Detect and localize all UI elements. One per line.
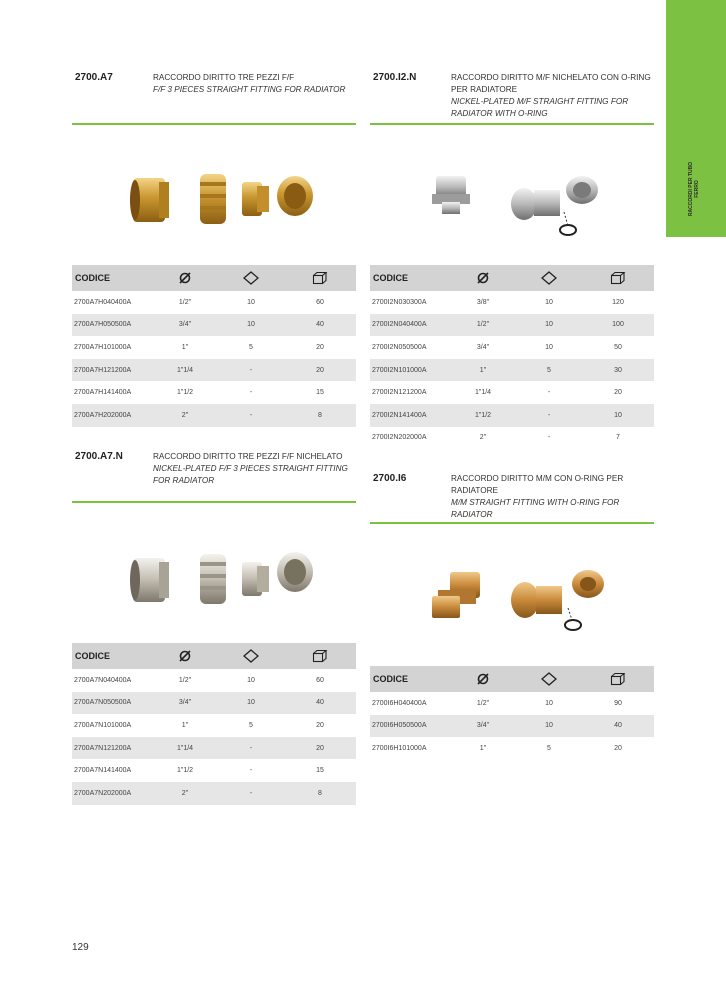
pack-quantity-icon — [516, 265, 582, 291]
table-row — [72, 359, 356, 382]
cell-code: 2700I2N202000A — [372, 434, 427, 442]
description-english: NICKEL-PLATED F/F 3 PIECES STRAIGHT FITTING FOR RADIATOR — [153, 464, 348, 485]
product-section-2700-a7 — [72, 72, 356, 122]
table-row — [370, 404, 654, 427]
table-row — [370, 737, 654, 760]
cell-box: 60 — [316, 298, 324, 306]
cell-pack: 10 — [218, 692, 284, 715]
product-description — [153, 451, 363, 487]
cell-box: 40 — [284, 692, 356, 715]
diameter-icon — [450, 265, 516, 291]
cell-box: 40 — [284, 314, 356, 337]
cell-pack: 5 — [249, 721, 253, 729]
cell-code: 2700A7N101000A — [74, 721, 132, 729]
table-row — [72, 336, 356, 359]
cell-code: 2700I6H101000A — [372, 744, 427, 752]
cell-size: 1/2" — [178, 676, 192, 684]
section-divider — [370, 123, 654, 125]
table-row — [72, 314, 356, 337]
cell-code: 2700A7H040400A — [74, 298, 132, 306]
column-header-code: CODICE — [72, 265, 152, 291]
section-divider — [370, 522, 654, 524]
cell-size: 1"1/4 — [152, 359, 218, 382]
cell-code: 2700A7H202000A — [72, 404, 152, 427]
cell-pack: - — [249, 389, 253, 397]
cell-pack: - — [218, 359, 284, 382]
product-table-2700-i6 — [370, 666, 654, 760]
cell-code: 2700A7N050500A — [72, 692, 152, 715]
cell-size: 1"1/4 — [152, 737, 218, 760]
cell-size: 1" — [450, 359, 516, 382]
cell-size: 3/4" — [476, 343, 490, 351]
cell-size: 2" — [479, 434, 487, 442]
cell-size: 2" — [152, 404, 218, 427]
product-image-brass-three-piece-union — [125, 168, 330, 230]
cell-pack: 10 — [247, 676, 255, 684]
product-image-nickel-fitting-o-ring — [418, 168, 608, 240]
table-row — [370, 381, 654, 404]
product-image-nickel-three-piece-union — [125, 548, 330, 610]
cell-box: 20 — [316, 721, 324, 729]
cell-box: 7 — [616, 434, 620, 442]
table-row — [370, 715, 654, 738]
cell-box: 15 — [316, 767, 324, 775]
cell-pack: - — [547, 389, 551, 397]
cell-box: 8 — [284, 404, 356, 427]
product-description — [153, 72, 363, 96]
cell-pack: - — [249, 767, 253, 775]
product-image-brass-fitting-o-ring — [428, 566, 613, 636]
cell-size: 1/2" — [476, 699, 490, 707]
cell-box: 20 — [614, 744, 622, 752]
cell-code: 2700A7N121200A — [72, 737, 152, 760]
product-table-2700-i2-n — [370, 265, 654, 449]
product-code: 2700.A7.N — [75, 451, 123, 462]
cell-code: 2700A7N202000A — [72, 782, 152, 805]
cell-size: 1/2" — [178, 298, 192, 306]
cell-size: 1/2" — [450, 314, 516, 337]
cell-size: 3/8" — [476, 298, 490, 306]
pack-quantity-icon — [516, 666, 582, 692]
page-number: 129 — [72, 942, 89, 953]
product-table-2700-a7-n — [72, 643, 356, 805]
cell-box: 60 — [316, 676, 324, 684]
cell-size: 3/4" — [450, 715, 516, 738]
product-section-2700-a7-n — [72, 451, 356, 501]
table-row — [72, 714, 356, 737]
cell-box: 30 — [582, 359, 654, 382]
table-row — [72, 404, 356, 427]
cell-code: 2700I2N141400A — [370, 404, 450, 427]
cell-code: 2700I6H040400A — [372, 699, 427, 707]
description-italian: RACCORDO DIRITTO TRE PEZZI F/F — [153, 73, 295, 82]
cell-size: 3/4" — [152, 692, 218, 715]
table-row — [72, 692, 356, 715]
description-english: M/M STRAIGHT FITTING WITH O-RING FOR RADIATOR — [451, 498, 620, 519]
category-tab-label: RACCORDI PER TUBO FERRO — [688, 161, 700, 217]
cell-pack: 10 — [218, 314, 284, 337]
product-code: 2700.A7 — [75, 72, 113, 83]
cell-pack: - — [218, 737, 284, 760]
section-divider — [72, 123, 356, 125]
cell-code: 2700I2N050500A — [372, 343, 427, 351]
description-italian: RACCORDO DIRITTO M/M CON O-RING PER RADIATORE — [451, 474, 624, 495]
cell-code: 2700I2N040400A — [370, 314, 450, 337]
cell-pack: - — [547, 434, 551, 442]
table-row — [72, 291, 356, 314]
cell-pack: 10 — [545, 343, 553, 351]
product-section-2700-i2-n — [370, 72, 654, 122]
product-code: 2700.I2.N — [373, 72, 417, 83]
cell-size: 3/4" — [152, 314, 218, 337]
column-header-code: CODICE — [370, 666, 450, 692]
product-table-2700-a7 — [72, 265, 356, 427]
table-row — [72, 759, 356, 782]
table-row — [370, 336, 654, 359]
box-quantity-icon — [582, 666, 654, 692]
table-row — [370, 692, 654, 715]
diameter-icon — [152, 265, 218, 291]
product-section-2700-i6 — [370, 473, 654, 523]
column-header-code: CODICE — [72, 643, 152, 669]
cell-code: 2700I2N101000A — [370, 359, 450, 382]
cell-pack: 10 — [545, 699, 553, 707]
cell-pack: 10 — [545, 298, 553, 306]
cell-pack: 5 — [249, 343, 253, 351]
box-quantity-icon — [284, 265, 356, 291]
cell-code: 2700A7N040400A — [74, 676, 132, 684]
cell-box: 40 — [582, 715, 654, 738]
cell-pack: - — [218, 404, 284, 427]
pack-quantity-icon — [218, 265, 284, 291]
table-row — [370, 359, 654, 382]
cell-size: 1"1/2 — [176, 389, 194, 397]
table-row — [72, 669, 356, 692]
cell-size: 1" — [181, 721, 189, 729]
cell-box: 10 — [582, 404, 654, 427]
cell-pack: 5 — [547, 744, 551, 752]
description-italian: RACCORDO DIRITTO M/F NICHELATO CON O-RING PER RADIATORE — [451, 73, 651, 94]
diameter-icon — [450, 666, 516, 692]
cell-code: 2700A7H101000A — [74, 343, 132, 351]
cell-size: 1" — [479, 744, 487, 752]
cell-code: 2700I2N121200A — [372, 389, 427, 397]
cell-box: 20 — [284, 359, 356, 382]
column-header-code: CODICE — [370, 265, 450, 291]
description-italian: RACCORDO DIRITTO TRE PEZZI F/F NICHELATO — [153, 452, 343, 461]
section-divider — [72, 501, 356, 503]
cell-box: 90 — [614, 699, 622, 707]
product-description — [451, 72, 661, 120]
cell-pack: - — [218, 782, 284, 805]
cell-box: 50 — [614, 343, 622, 351]
product-description — [451, 473, 661, 521]
description-english: F/F 3 PIECES STRAIGHT FITTING FOR RADIATOR — [153, 85, 346, 94]
cell-code: 2700A7N141400A — [74, 767, 132, 775]
cell-pack: 10 — [516, 314, 582, 337]
cell-code: 2700I6H050500A — [370, 715, 450, 738]
cell-size: 1" — [181, 343, 189, 351]
table-row — [72, 381, 356, 404]
table-row — [370, 427, 654, 450]
cell-box: 8 — [284, 782, 356, 805]
cell-box: 20 — [614, 389, 622, 397]
cell-box: 120 — [612, 298, 624, 306]
cell-size: 1"1/2 — [450, 404, 516, 427]
cell-box: 15 — [316, 389, 324, 397]
box-quantity-icon — [284, 643, 356, 669]
cell-pack: - — [516, 404, 582, 427]
table-row — [370, 314, 654, 337]
cell-box: 20 — [316, 343, 324, 351]
cell-size: 1"1/2 — [176, 767, 194, 775]
cell-code: 2700A7H050500A — [72, 314, 152, 337]
table-row — [72, 782, 356, 805]
cell-code: 2700A7H141400A — [74, 389, 132, 397]
cell-pack: 5 — [516, 359, 582, 382]
cell-code: 2700I2N030300A — [372, 298, 427, 306]
cell-box: 20 — [284, 737, 356, 760]
cell-size: 2" — [152, 782, 218, 805]
box-quantity-icon — [582, 265, 654, 291]
table-row — [72, 737, 356, 760]
cell-pack: 10 — [516, 715, 582, 738]
product-code: 2700.I6 — [373, 473, 407, 484]
cell-box: 100 — [582, 314, 654, 337]
cell-pack: 10 — [247, 298, 255, 306]
cell-code: 2700A7H121200A — [72, 359, 152, 382]
cell-size: 1"1/4 — [474, 389, 492, 397]
table-row — [370, 291, 654, 314]
description-english: NICKEL-PLATED M/F STRAIGHT FITTING FOR RADIATOR WITH O-RING — [451, 97, 629, 118]
pack-quantity-icon — [218, 643, 284, 669]
diameter-icon — [152, 643, 218, 669]
